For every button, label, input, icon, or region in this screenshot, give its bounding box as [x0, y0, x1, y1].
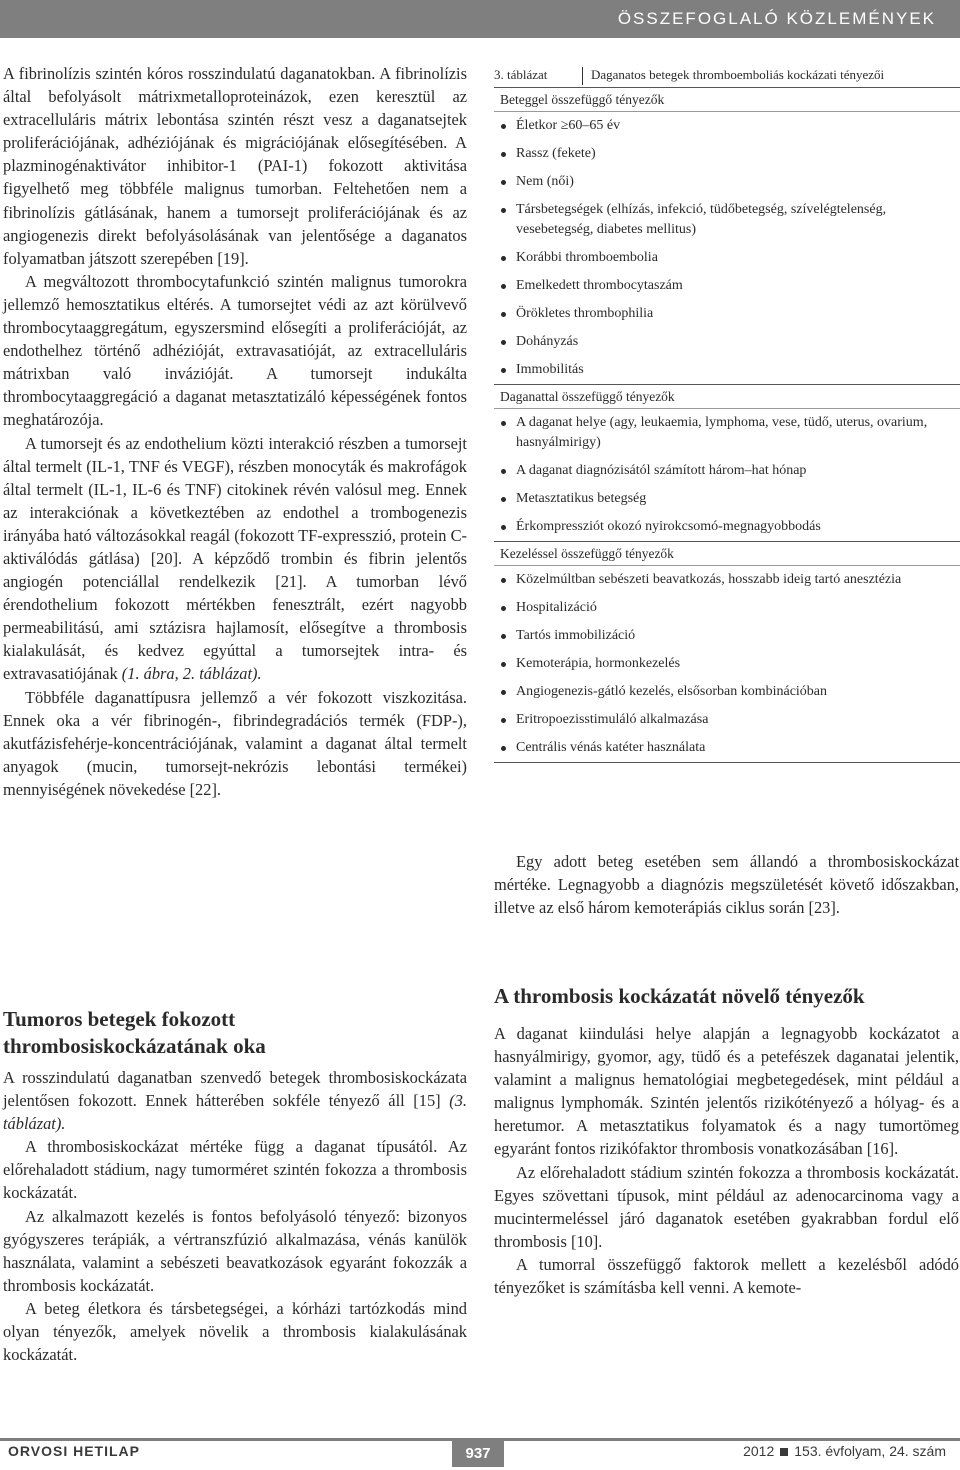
bullet-icon [501, 180, 506, 185]
table-section-list [494, 409, 960, 541]
list-item: Metasztatikus betegség [494, 485, 960, 513]
paragraph: A megváltozott thrombocytafunkció szintén malignus tumorokra jellemző hemosztatikus eltérés. A tumorsejtet védi az azt körülvevő thrombocytaaggregátum, egyszersmind elősegíti a proliferációját, az endothelhez történő adhézióját, extravasatióját, az extracelluláris mátrixban való invázióját. A tumorsejt indukálta thrombocytaaggregáció a daganat metasztatizáló képességének fontos meghatározója. [3, 271, 467, 430]
paragraph-text: A rosszindulatú daganatban szenvedő betegek thrombosiskockázata jelentősen fokozott. Ennek hátterében sokféle tényező áll [15] [3, 1068, 467, 1111]
paragraph: Többféle daganattípusra jellemző a vér fokozott viszkozitása. Ennek oka a vér fibrinogén-, fibrindegradációs termék (FDP-), akutfázisfehérje-koncentrációjának, valamint a daganat által termelt anyagok (mucin, tumorsejt-nekrózis lebontási termékei) mennyiségének növekedése [22]. [3, 687, 467, 799]
list-item: Érkompressziót okozó nyirokcsomó-megnagyobbodás [494, 513, 960, 541]
figure-table-reference: (1. ábra, 2. táblázat). [121, 664, 262, 684]
list-item: Örökletes thrombophilia [494, 300, 960, 328]
table-section-list [494, 566, 960, 763]
bullet-icon [501, 124, 506, 129]
table-label: 3. táblázat [494, 67, 548, 82]
list-item: Korábbi thromboembolia [494, 244, 960, 272]
table-title: Daganatos betegek thromboemboliás kockázati tényezői [591, 67, 885, 82]
paragraph: A fibrinolízis szintén kóros rosszindulatú daganatokban. A fibrinolízis által befolyásolt mátrixmetalloproteinázok, ezen keresztül az extracelluláris mátrix lebontása szintén részt vesz a daganatsejtek proliferációjának, adhéziójának és migrációjának elősegítésében. A plazminogénaktivátor inhibitor-1 (PAI-1) fokozott aktivitása figyelhető meg többféle malignus tumorban. Feltehetően nem a fibrinolízis gátlásának, hanem a tumorsejt proliferációjának és az angiogenezis direkt befolyásolásának van jelentősége a daganatos folyamatban játszott szerepében [19]. [3, 64, 467, 268]
bullet-icon [501, 208, 506, 213]
issue-info [743, 1443, 946, 1459]
paragraph: A thrombosiskockázat mértéke függ a daganat típusától. Az előrehaladott stádium, nagy tumorméret szintén fokozza a thrombosis kockázatát. [3, 1137, 467, 1203]
list-item: Közelmúltban sebészeti beavatkozás, hosszabb ideig tartó anesztézia [494, 566, 960, 594]
bullet-icon [501, 690, 506, 695]
list-item: Hospitalizáció [494, 594, 960, 622]
list-item: Társbetegségek (elhízás, infekció, tüdőbetegség, szívelégtelenség, vesebetegség, diabetes mellitus) [494, 196, 960, 244]
list-item: Rassz (fekete) [494, 140, 960, 168]
volume: 153. évfolyam, 24. szám [794, 1443, 946, 1459]
section-heading: Tumoros betegek fokozott thrombosiskockázatának oka [3, 1007, 266, 1058]
journal-name: ORVOSI HETILAP [8, 1443, 140, 1459]
list-item: A daganat diagnózisától számított három–hat hónap [494, 457, 960, 485]
bullet-icon [501, 256, 506, 261]
bullet-icon [501, 662, 506, 667]
table-caption [494, 65, 960, 87]
bullet-icon [501, 312, 506, 317]
list-item: A daganat helye (agy, leukaemia, lymphoma, vese, tüdő, uterus, ovarium, hasnyálmirigy) [494, 409, 960, 457]
list-item: Nem (női) [494, 168, 960, 196]
year: 2012 [743, 1443, 775, 1459]
square-separator-icon [780, 1448, 788, 1456]
bullet-icon [501, 340, 506, 345]
left-section [3, 1006, 467, 1365]
paragraph [3, 432, 467, 686]
right-section [494, 983, 959, 1298]
paragraph [3, 1066, 467, 1135]
section-title: ÖSSZEFOGLALÓ KÖZLEMÉNYEK [617, 9, 936, 28]
paragraph: A beteg életkora és társbetegségei, a kórházi tartózkodás mind olyan tényezők, amelyek növelik a thrombosis kialakulásának kockázatát. [3, 1298, 467, 1365]
list-item: Centrális vénás katéter használata [494, 734, 960, 762]
paragraph: Az előrehaladott stádium szintén fokozza a thrombosis kockázatát. Egyes szövettani típusok, mint például az adenocarcinoma vagy a mucintermeléssel járó daganatok esetében gyakrabban fordul elő thrombosis [10]. [494, 1162, 959, 1251]
section-heading: A thrombosis kockázatát növelő tényezők [494, 984, 865, 1008]
bullet-icon [501, 525, 506, 530]
paragraph: A tumorral összefüggő faktorok mellett a kezelésből adódó tényezőket is számításba kell venni. A kemote- [494, 1254, 959, 1298]
bullet-icon [501, 368, 506, 373]
paragraph-text: A tumorsejt és az endothelium közti interakció részben a tumorsejt által termelt (IL-1, TNF és VEGF), részben monocyták és makrofágok által termelt (IL-1, IL-6 és TNF) citokinek révén valósul meg. Ennek az interakciónak a következtében az endothel a trombogenezis irányába ható változásokkal reagál (fokozott TF-expresszió, protein C-aktiválódás gátlása) [20]. A képződő trombin és fibrin jelentős angiogén potenciállal rendelkezik [21]. A tumorban lévő érendothelium fokozott mértékben fenesztrált, ezért nagyobb permeabilitású, ami sztázisra hajlamosít, elősegítve a thrombosis kialakulását, és kedvez egyúttal a tumorsejtek intra- és extravasatiójának [3, 433, 467, 684]
bullet-icon [501, 152, 506, 157]
risk-factor-table [494, 65, 960, 763]
paragraph: Az alkalmazott kezelés is fontos befolyásoló tényező: bizonyos gyógyszeres terápiák, a vértranszfúzió alkalmazása, vénás kanülök használata, valamint a sebészeti beavatkozások egyaránt fokozzák a thrombosis kockázatát. [3, 1206, 467, 1295]
bullet-icon [501, 469, 506, 474]
table-section-header: Daganattal összefüggő tényezők [494, 384, 960, 409]
table-section-header: Beteggel összefüggő tényezők [494, 87, 960, 112]
left-column-lower [3, 1066, 467, 1366]
list-item: Emelkedett thrombocytaszám [494, 272, 960, 300]
list-item: Életkor ≥60–65 év [494, 112, 960, 140]
page-number: 937 [452, 1441, 504, 1467]
list-item: Eritropoezisstimuláló alkalmazása [494, 706, 960, 734]
left-column [3, 62, 467, 801]
bullet-icon [501, 284, 506, 289]
paragraph: Egy adott beteg esetében sem állandó a thrombosiskockázat mértéke. Legnagyobb a diagnózis megszületését követő időszakban, illetve az első három kemoterápiás ciklus során [23]. [494, 852, 959, 918]
bullet-icon [501, 718, 506, 723]
list-item: Immobilitás [494, 356, 960, 384]
bullet-icon [501, 497, 506, 502]
list-item: Kemoterápia, hormonkezelés [494, 650, 960, 678]
table-section-list [494, 112, 960, 384]
bullet-icon [501, 746, 506, 751]
list-item: Dohányzás [494, 328, 960, 356]
caption-divider [582, 67, 583, 85]
table-reference: (3. táblázat). [3, 1091, 467, 1134]
right-column-intro [494, 850, 959, 919]
bullet-icon [501, 578, 506, 583]
bullet-icon [501, 634, 506, 639]
list-item: Angiogenezis-gátló kezelés, elsősorban kombinációban [494, 678, 960, 706]
table-section-header: Kezeléssel összefüggő tényezők [494, 541, 960, 566]
right-column-lower [494, 1022, 959, 1299]
bullet-icon [501, 606, 506, 611]
bullet-icon [501, 421, 506, 426]
list-item: Tartós immobilizáció [494, 622, 960, 650]
paragraph: A daganat kiindulási helye alapján a legnagyobb kockázatot a hasnyálmirigy, gyomor, agy, tüdő és a petefészek daganatai jelentik, valamint a malignus hematológiai megbetegedések, mint például a malignus lymphomák. Szintén jelentős rizikótényező a hólyag- és a heretumor. A metasztatikus folyamatok és a nagy tumortömeg egyaránt fontos rizikófaktor thrombosis vonatkozásában [16]. [494, 1024, 959, 1159]
